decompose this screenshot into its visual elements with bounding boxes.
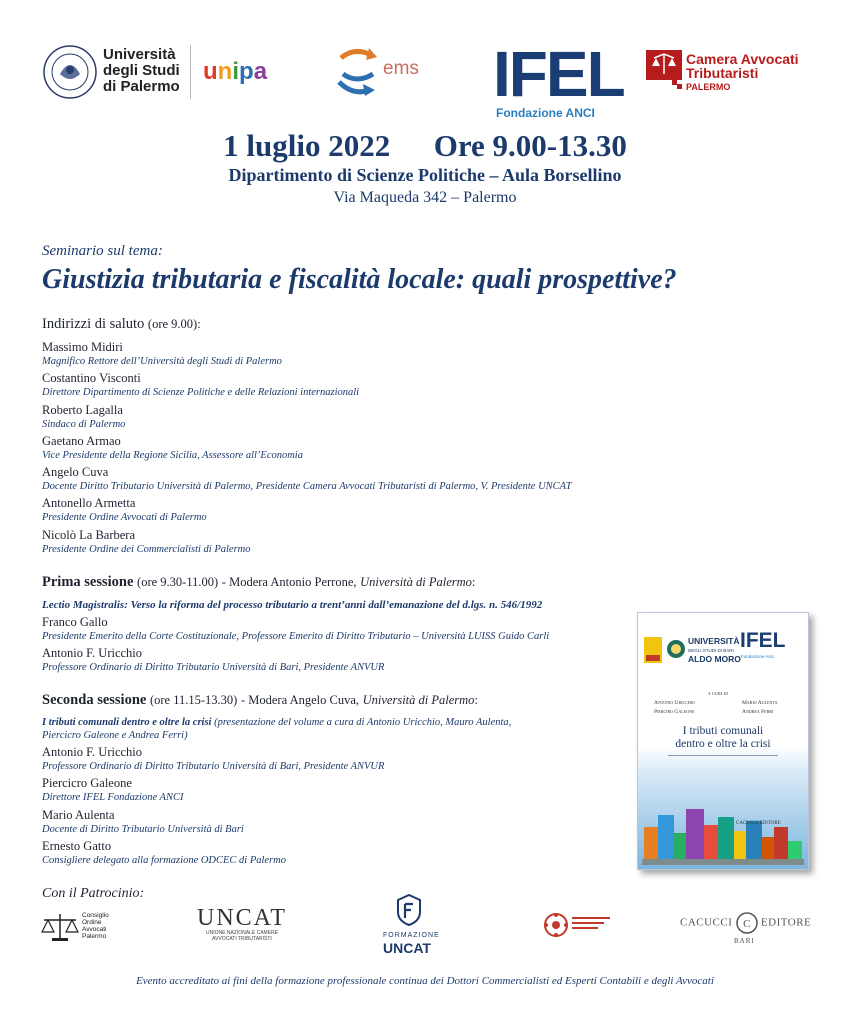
speaker-item xyxy=(42,403,682,434)
camera-avvocati-name xyxy=(686,52,799,94)
speaker-name: Nicolò La Barbera xyxy=(42,527,136,542)
header-logos xyxy=(0,0,850,120)
event-date: 1 luglio 2022 xyxy=(223,128,391,163)
speaker-role: Presidente Ordine Avvocati di Palermo xyxy=(42,512,207,524)
book-uniba-line1: UNIVERSITÀ xyxy=(688,636,740,646)
header-divider xyxy=(190,45,191,99)
camera-avvocati-city: PALERMO xyxy=(686,82,731,92)
session2-book-note-2: Piercicro Galeone e Andrea Ferri) xyxy=(42,730,188,741)
camera-avvocati-logo-icon xyxy=(646,50,682,90)
speaker-role: Consigliere delegato alla formazione ODCEC di Palermo xyxy=(42,854,287,866)
speaker-item xyxy=(42,340,682,371)
speaker-item xyxy=(42,496,682,527)
speaker-name: Angelo Cuva xyxy=(42,465,109,480)
book-rule xyxy=(668,755,778,756)
speaker-name: Gaetano Armao xyxy=(42,433,121,448)
unipa-name xyxy=(103,47,180,95)
cacucci-emblem-icon xyxy=(736,912,758,934)
greetings-heading xyxy=(42,316,201,333)
speaker-name: Antonio F. Uricchio xyxy=(42,646,143,661)
event-department: Dipartimento di Scienze Politiche – Aula Borsellino xyxy=(228,165,622,185)
odcec-text-lines xyxy=(572,917,610,929)
unipa-name-line1: Università xyxy=(103,46,176,63)
uniba-seal-icon xyxy=(666,639,686,659)
session2-moderator-affiliation: Università di Palermo xyxy=(362,693,475,707)
unipa-name-line2: degli Studi xyxy=(103,62,180,79)
greetings-list xyxy=(42,340,682,559)
speaker-item xyxy=(42,434,682,465)
book-ifel: IFEL xyxy=(740,629,786,652)
book-uniba-line3: ALDO MORO xyxy=(688,654,741,664)
ifel-logo: IFEL xyxy=(493,38,624,110)
speaker-item xyxy=(42,646,642,677)
camera-avvocati-line2: Tributaristi xyxy=(686,65,759,81)
book-editor: Pierciro Galeone xyxy=(654,709,695,715)
session2-heading xyxy=(42,692,478,709)
svg-text:C: C xyxy=(742,918,751,930)
book-editor: Mario Aulenta xyxy=(742,700,778,706)
speaker-name: Mario Aulenta xyxy=(42,807,115,822)
event-time: Ore 9.00-13.30 xyxy=(433,128,627,163)
coa-line: Avvocati xyxy=(82,926,107,933)
speaker-role: Presidente Emerito della Corte Costituzionale, Professore Emerito di Diritto Tributario – Università LUISS Guido Carli xyxy=(42,631,550,642)
session1-title: Prima sessione xyxy=(42,574,134,590)
speaker-role: Docente Diritto Tributario Università di Palermo, Presidente Camera Avvocati Tributaristi di Palermo, V. Presidente UNCAT xyxy=(42,481,572,493)
ems-arrows-icon xyxy=(333,44,381,102)
uncat-sub-2: AVVOCATI TRIBUTARISTI xyxy=(212,936,272,942)
coa-line: Ordine xyxy=(82,919,102,926)
book-editors-left xyxy=(654,699,695,717)
session2-moderator: - Modera Angelo Cuva, xyxy=(240,693,359,707)
footer-accreditation-note: Evento accreditato ai fini della formazione professionale continua dei Dottori Commercialisti ed Esperti Contabili e degli Avvocati xyxy=(136,975,714,987)
seminar-label: Seminario sul tema: xyxy=(42,243,163,259)
uncat-word: UNCAT xyxy=(197,905,288,931)
book-curated-by: a cura di xyxy=(708,691,728,697)
coa-scales-icon xyxy=(40,912,80,942)
speaker-role: Presidente Ordine dei Commercialisti di Palermo xyxy=(42,543,251,555)
speaker-item xyxy=(42,465,682,496)
speaker-role: Professore Ordinario di Diritto Tributario Università di Bari, Presidente ANVUR xyxy=(42,761,385,772)
session2-book-line xyxy=(42,716,602,742)
book-editors-right xyxy=(742,699,777,717)
unipa-seal-icon xyxy=(42,44,98,100)
session2-colon: : xyxy=(474,693,478,707)
session2-book-title: I tributi comunali dentro e oltre la crisi xyxy=(42,717,212,728)
book-editor: Antonio Uricchio xyxy=(654,700,696,706)
uncat-sub-1: UNIONE NAZIONALE CAMERE xyxy=(206,930,278,936)
session2-book-note-1: (presentazione del volume a cura di Antonio Uricchio, Mauro Aulenta, xyxy=(214,717,512,728)
book-uniba-line2: DEGLI STUDI DI BARI xyxy=(688,648,734,653)
session1-lectio: Lectio Magistralis: Verso la riforma del processo tributario a trent’anni dall’emanazione del d.lgs. n. 546/1992 xyxy=(42,599,543,611)
session2-time: (ore 11.15-13.30) xyxy=(149,693,238,707)
book-sponsor-icon xyxy=(644,637,662,663)
speaker-name: Massimo Midiri xyxy=(42,340,123,354)
greetings-heading-label: Indirizzi di saluto xyxy=(42,316,145,332)
speaker-item xyxy=(42,528,682,559)
speaker-role: Direttore IFEL Fondazione ANCI xyxy=(42,792,184,804)
book-editor: Andrea Ferri xyxy=(742,709,774,715)
odcec-seal-icon xyxy=(543,912,569,938)
session2-title: Seconda sessione xyxy=(42,692,147,708)
coa-line: Palermo xyxy=(82,933,107,940)
speaker-role: Sindaco di Palermo xyxy=(42,418,126,430)
ems-word-logo: ems xyxy=(383,58,419,79)
speaker-item xyxy=(42,615,642,646)
book-uniba-name xyxy=(688,637,741,664)
speaker-role: Docente di Diritto Tributario Università di Bari xyxy=(42,823,244,835)
speaker-item xyxy=(42,839,602,870)
session1-time: (ore 9.30-11.00) xyxy=(137,575,219,589)
speaker-name: Ernesto Gatto xyxy=(42,838,112,853)
coa-palermo-name xyxy=(82,912,109,940)
session1-moderator-affiliation: Università di Palermo xyxy=(360,575,472,589)
cacucci-bari: BARI xyxy=(734,937,755,945)
book-skyline-icon xyxy=(642,797,804,865)
greetings-heading-time: (ore 9.00): xyxy=(147,317,201,331)
speaker-item xyxy=(42,808,602,839)
book-title xyxy=(638,725,808,751)
session2-speakers xyxy=(42,745,602,870)
speaker-name: Franco Gallo xyxy=(42,615,108,629)
book-title-line2: dentro e oltre la crisi xyxy=(675,738,771,750)
speaker-name: Costantino Visconti xyxy=(42,371,141,386)
unipa-name-line3: di Palermo xyxy=(103,78,180,95)
session1-colon: : xyxy=(471,575,476,589)
speaker-name: Antonello Armetta xyxy=(42,496,136,511)
speaker-item xyxy=(42,371,682,402)
coa-line: Consiglio xyxy=(82,912,109,919)
ifel-logo-subtitle: Fondazione ANCI xyxy=(496,106,595,120)
cacucci-logo xyxy=(680,912,811,934)
speaker-item xyxy=(42,776,602,807)
formazione-label: FORMAZIONE xyxy=(383,932,440,939)
event-address: Via Maqueda 342 – Palermo xyxy=(333,189,517,206)
speaker-name: Piercicro Galeone xyxy=(42,776,132,791)
speaker-role: Professore Ordinario di Diritto Tributario Università di Bari, Presidente ANVUR xyxy=(42,662,385,674)
book-cover xyxy=(637,612,809,870)
session1-heading xyxy=(42,574,475,591)
formazione-uncat: UNCAT xyxy=(383,940,431,956)
book-publisher: CACUCCI EDITORE xyxy=(736,821,781,826)
uncat-logo xyxy=(197,906,287,942)
book-title-line1: I tributi comunali xyxy=(682,725,764,737)
speaker-name: Antonio F. Uricchio xyxy=(42,745,143,759)
speaker-role: Vice Presidente della Regione Sicilia, Assessore all’Economia xyxy=(42,449,303,461)
book-ifel-sub: Fondazione Anci xyxy=(741,654,775,659)
cacucci-word: CACUCCI xyxy=(680,916,733,929)
formazione-shield-icon xyxy=(396,894,422,926)
unipa-word-logo: unipa xyxy=(203,58,268,85)
seminar-title: Giustizia tributaria e fiscalità locale: quali prospettive? xyxy=(42,264,677,295)
session1-moderator: - Modera Antonio Perrone, xyxy=(221,575,357,589)
event-datetime xyxy=(0,128,850,164)
speaker-role: Magnifico Rettore dell’Università degli Studi di Palermo xyxy=(42,356,282,367)
patronage-label: Con il Patrocinio: xyxy=(42,886,145,901)
speaker-item xyxy=(42,745,602,776)
speaker-role: Direttore Dipartimento di Scienze Politiche e delle Relazioni internazionali xyxy=(42,387,360,399)
camera-avvocati-line1: Camera Avvocati xyxy=(686,51,799,67)
speaker-name: Roberto Lagalla xyxy=(42,402,123,417)
editore-word: EDITORE xyxy=(760,916,812,929)
session1-speakers xyxy=(42,615,642,678)
